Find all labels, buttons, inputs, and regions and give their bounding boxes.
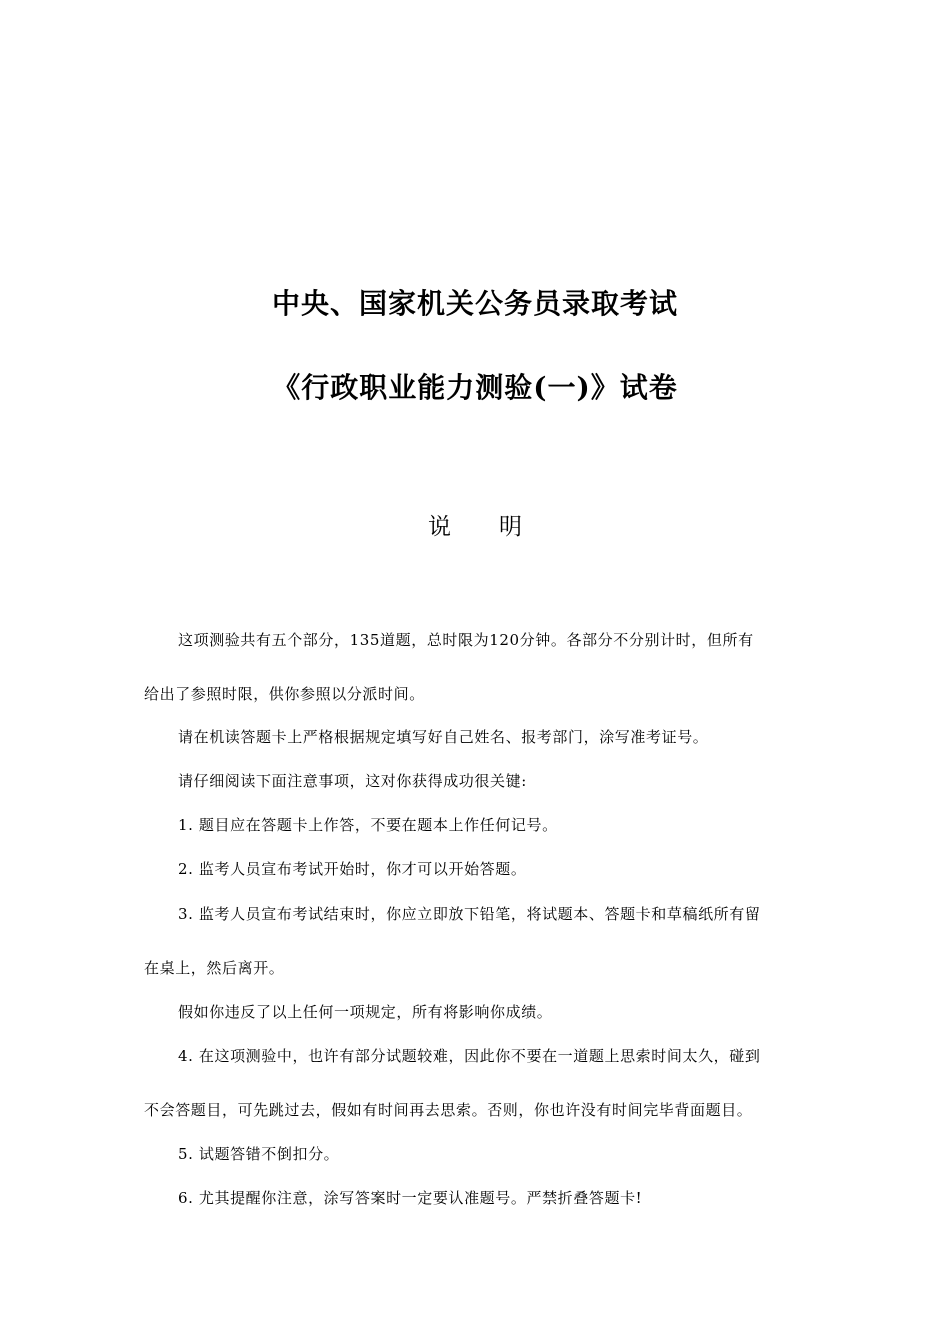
paragraph-line: 给出了参照时限，供你参照以分派时间。 [144,685,425,703]
list-item: 6. 尤其提醒你注意，涂写答案时一定要认准题号。严禁折叠答题卡! [178,1189,643,1207]
list-item: 2. 监考人员宣布考试开始时，你才可以开始答题。 [178,860,527,878]
list-item: 1. 题目应在答题卡上作答，不要在题本上作任何记号。 [178,816,558,834]
list-item: 4. 在这项测验中，也许有部分试题较难，因此你不要在一道题上思索时间太久，碰到 [178,1047,761,1065]
document-title-line-1: 中央、国家机关公务员录取考试 [271,287,678,320]
paragraph-line: 在桌上，然后离开。 [144,959,285,977]
paragraph-line: 假如你违反了以上任何一项规定，所有将影响你成绩。 [178,1003,553,1021]
list-item: 3. 监考人员宣布考试结束时，你应立即放下铅笔，将试题本、答题卡和草稿纸所有留 [178,905,761,923]
paragraph-line: 不会答题目，可先跳过去，假如有时间再去思索。否则，你也许没有时间完毕背面题目。 [144,1101,753,1119]
paragraph-line: 请在机读答题卡上严格根据规定填写好自己姓名、报考部门，涂写准考证号。 [178,728,709,746]
paragraph-line: 请仔细阅读下面注意事项，这对你获得成功很关键: [178,772,527,790]
list-item: 5. 试题答错不倒扣分。 [178,1145,340,1163]
section-heading: 说明 [428,514,570,540]
paragraph-line: 这项测验共有五个部分，135道题，总时限为120分钟。各部分不分别计时，但所有 [178,631,754,649]
document-title-line-2: 《行政职业能力测验(一)》试卷 [272,371,678,404]
